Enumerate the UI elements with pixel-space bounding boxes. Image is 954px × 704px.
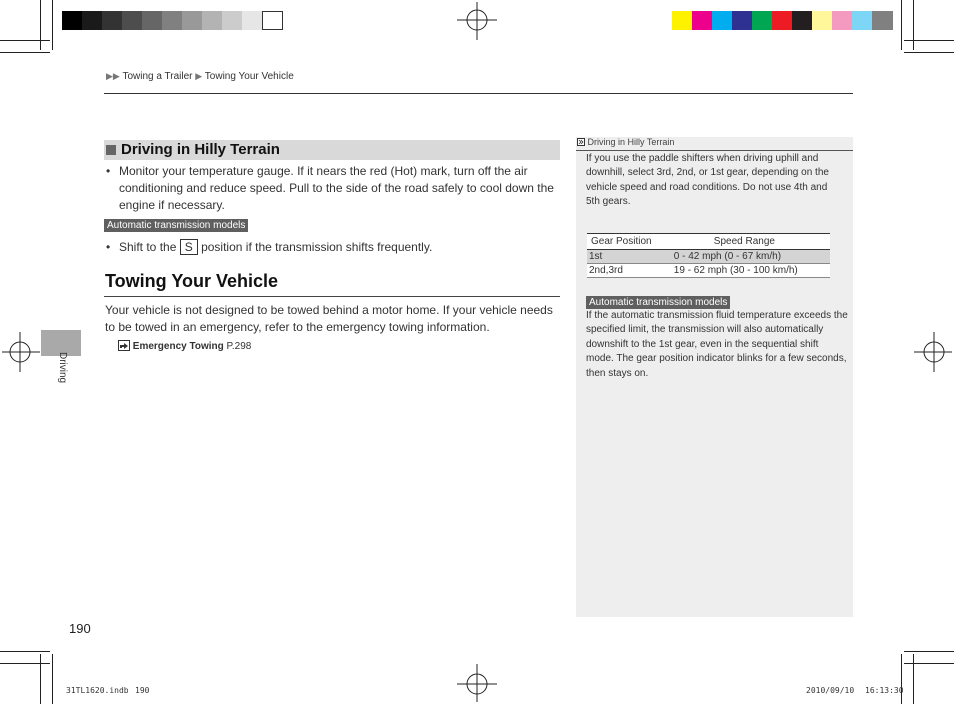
bullet-2-post-text: position if the transmission shifts frequently. [201, 240, 433, 254]
page-title: Towing Your Vehicle [105, 271, 279, 291]
chapter-tab-label: Driving [57, 352, 68, 384]
bullet-dot: • [106, 164, 111, 178]
color-swatch [182, 11, 203, 30]
color-swatch [142, 11, 163, 30]
sidebar-paragraph-2: If the automatic transmission fluid temperature exceeds the specified limit, the transmission will also automatically downshift to the 1st gear, even in the sequential shift mode. The gear position indicator blinks for a few seconds, then stays on. [586, 310, 848, 379]
color-swatch [812, 11, 833, 30]
page-number: 190 [69, 621, 91, 636]
color-swatch [162, 11, 183, 30]
s-position-key: S [180, 239, 198, 255]
bullet-2-pre-text: Shift to the [119, 240, 177, 254]
sidebar-paragraph-1: If you use the paddle shifters when driving uphill and downhill, select 3rd, 2nd, or 1st gear, depending on the vehicle speed and road conditions. Do not use 4th and 5th gears. [586, 153, 829, 208]
color-swatch [242, 11, 263, 30]
registration-mark-icon [457, 664, 497, 704]
emergency-towing-label: Emergency Towing [132, 341, 224, 352]
color-swatch [672, 11, 693, 30]
color-swatch [832, 11, 853, 30]
footer-date: 2010/09/10 [806, 686, 855, 695]
automatic-transmission-tag: Automatic transmission models [104, 219, 248, 232]
color-swatch [712, 11, 733, 30]
breadcrumb-item-towing-trailer[interactable]: Towing a Trailer [122, 71, 193, 82]
sidebar-title [577, 137, 674, 147]
color-swatch [122, 11, 143, 30]
breadcrumb-separator-icon: ▶ [195, 71, 203, 81]
registration-mark-icon [457, 0, 497, 40]
table-cell: 2nd,3rd [587, 264, 672, 278]
registration-mark-icon [0, 332, 40, 372]
color-swatch [872, 11, 893, 30]
color-swatch [102, 11, 123, 30]
emergency-towing-page: P.298 [226, 341, 252, 352]
registration-mark-icon [914, 332, 954, 372]
table-cell: 0 - 42 mph (0 - 67 km/h) [672, 250, 830, 264]
square-bullet-icon [106, 145, 116, 155]
cross-reference-icon [118, 340, 130, 351]
color-swatch [852, 11, 873, 30]
breadcrumb [106, 71, 294, 82]
table-cell: 1st [587, 250, 672, 264]
breadcrumb-item-towing-vehicle: Towing Your Vehicle [204, 71, 294, 82]
table-header-speed: Speed Range [672, 234, 830, 250]
sidebar-title-text: Driving in Hilly Terrain [587, 137, 675, 147]
header-divider [104, 93, 853, 94]
table-header-gear: Gear Position [587, 234, 672, 250]
hilly-bullet-1: Monitor your temperature gauge. If it nears the red (Hot) mark, turn off the air conditioning and reduce speed. Pull to the side of the road safely to cool down the engine if necessary. [119, 164, 554, 212]
footer-file-name: 31TL1620.indb [66, 686, 129, 695]
table-row [587, 250, 830, 264]
color-swatch [82, 11, 103, 30]
color-swatch [792, 11, 813, 30]
hilly-bullet-2 [119, 239, 432, 256]
footer-file-page: 190 [135, 686, 150, 695]
color-swatch [692, 11, 713, 30]
footer-time: 16:13:30 [865, 686, 904, 695]
emergency-towing-link[interactable] [118, 340, 251, 352]
towing-body-text: Your vehicle is not designed to be towed behind a motor home. If your vehicle needs to be towed in an emergency, refer to the emergency towing information. [105, 303, 553, 334]
sidebar-title-underline [576, 150, 853, 151]
table-row [587, 264, 830, 278]
title-underline [104, 296, 560, 297]
section-heading-text: Driving in Hilly Terrain [121, 141, 280, 158]
table-cell: 19 - 62 mph (30 - 100 km/h) [672, 264, 830, 278]
sidebar-automatic-transmission-tag: Automatic transmission models [586, 296, 730, 309]
reference-icon [577, 138, 585, 146]
bullet-dot: • [106, 240, 111, 254]
gear-speed-table [587, 233, 830, 278]
color-swatch [772, 11, 793, 30]
breadcrumb-arrows-icon: ▶▶ [106, 71, 120, 81]
color-swatch [752, 11, 773, 30]
section-heading-hilly [104, 140, 560, 160]
color-swatch [262, 11, 283, 30]
color-swatch [202, 11, 223, 30]
color-swatch [732, 11, 753, 30]
color-swatch [62, 11, 83, 30]
color-swatch [222, 11, 243, 30]
